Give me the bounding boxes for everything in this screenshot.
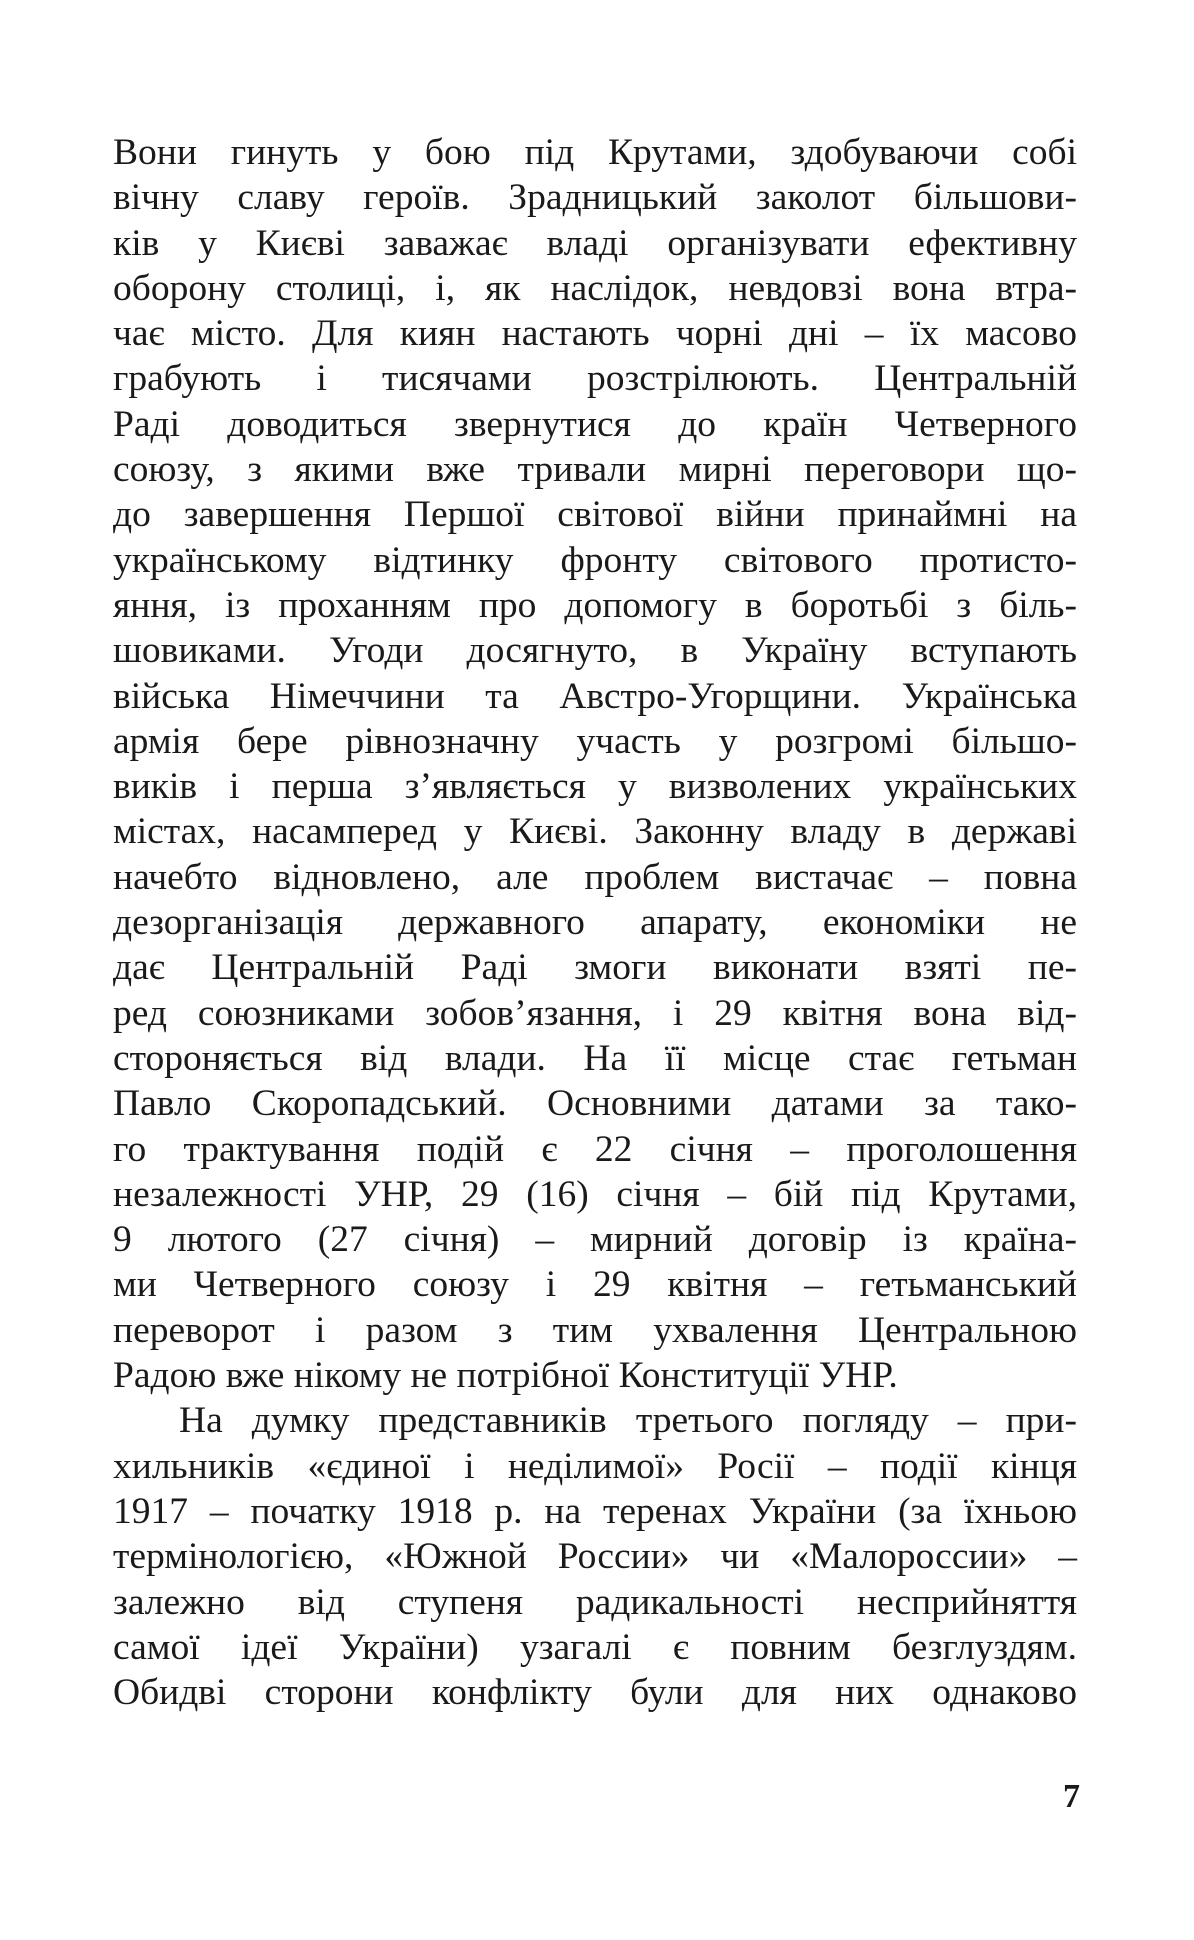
text-line: хильників «єдиної і неділимої» Росії – події кінця bbox=[113, 1445, 1077, 1487]
text-line: самої ідеї України) узагалі є повним безглуздям. bbox=[113, 1626, 1077, 1668]
text-line: незалежності УНР, 29 (16) січня – бій під Крутами, bbox=[113, 1173, 1077, 1215]
text-line: начебто відновлено, але проблем вистачає – повна bbox=[113, 856, 1077, 898]
text-line: дає Центральній Раді змоги виконати взяті пе- bbox=[113, 947, 1077, 989]
text-line: до завершення Першої світової війни принаймні на bbox=[113, 494, 1077, 536]
paragraph bbox=[113, 130, 1077, 1398]
text-line: Радою вже нікому не потрібної Конституції УНР. bbox=[113, 1355, 898, 1397]
text-line: шовиками. Угоди досягнуто, в Україну вступають bbox=[113, 630, 1077, 672]
text-line: ків у Києві заважає владі організувати ефективну bbox=[113, 222, 1077, 264]
text-line: На думку представників третього погляду – при- bbox=[179, 1400, 1077, 1442]
text-line: виків і перша з’являється у визволених українських bbox=[113, 766, 1077, 808]
text-line: грабують і тисячами розстрілюють. Центральній bbox=[113, 358, 1077, 400]
text-line: Вони гинуть у бою під Крутами, здобуваючи собі bbox=[113, 132, 1077, 173]
text-line: чає місто. Для киян настають чорні дні – їх масово bbox=[113, 313, 1077, 355]
text-line: стороняється від влади. На її місце стає гетьман bbox=[113, 1037, 1077, 1079]
body-text bbox=[113, 130, 1077, 1715]
text-line: містах, насамперед у Києві. Законну владу в державі bbox=[113, 811, 1077, 853]
text-line: термінологією, «Южной России» чи «Малороссии» – bbox=[113, 1536, 1077, 1578]
text-line: вічну славу героїв. Зрадницький заколот більшови- bbox=[113, 177, 1077, 219]
page-number: 7 bbox=[1063, 1778, 1080, 1815]
text-line: яння, із проханням про допомогу в боротьбі з біль- bbox=[113, 584, 1077, 626]
text-line: дезорганізація державного апарату, економіки не bbox=[113, 902, 1077, 944]
text-line: союзу, з якими вже тривали мирні переговори що- bbox=[113, 449, 1077, 491]
text-line: Обидві сторони конфлікту були для них однаково bbox=[113, 1672, 1077, 1714]
text-line: оборону столиці, і, як наслідок, невдовзі вона втра- bbox=[113, 267, 1077, 309]
text-line: армія бере рівнозначну участь у розгромі більшо- bbox=[113, 720, 1077, 762]
text-line: Павло Скоропадський. Основними датами за тако- bbox=[113, 1083, 1077, 1125]
text-line: переворот і разом з тим ухвалення Центральною bbox=[113, 1309, 1077, 1351]
text-line: 9 лютого (27 січня) – мирний договір із країна- bbox=[113, 1219, 1077, 1261]
text-line: го трактування подій є 22 січня – проголошення bbox=[113, 1128, 1077, 1170]
text-line: війська Німеччини та Австро-Угорщини. Українська bbox=[113, 675, 1077, 717]
text-line: Раді доводиться звернутися до країн Четверного bbox=[113, 403, 1077, 445]
text-line: залежно від ступеня радикальності несприйняття bbox=[113, 1581, 1077, 1623]
text-line: українському відтинку фронту світового протисто- bbox=[113, 539, 1077, 581]
text-line: 1917 – початку 1918 р. на теренах України (за їхньою bbox=[113, 1490, 1077, 1532]
paragraph bbox=[113, 1398, 1077, 1715]
text-line: ред союзниками зобов’язання, і 29 квітня вона від- bbox=[113, 992, 1077, 1034]
text-line: ми Четверного союзу і 29 квітня – гетьманський bbox=[113, 1264, 1077, 1306]
